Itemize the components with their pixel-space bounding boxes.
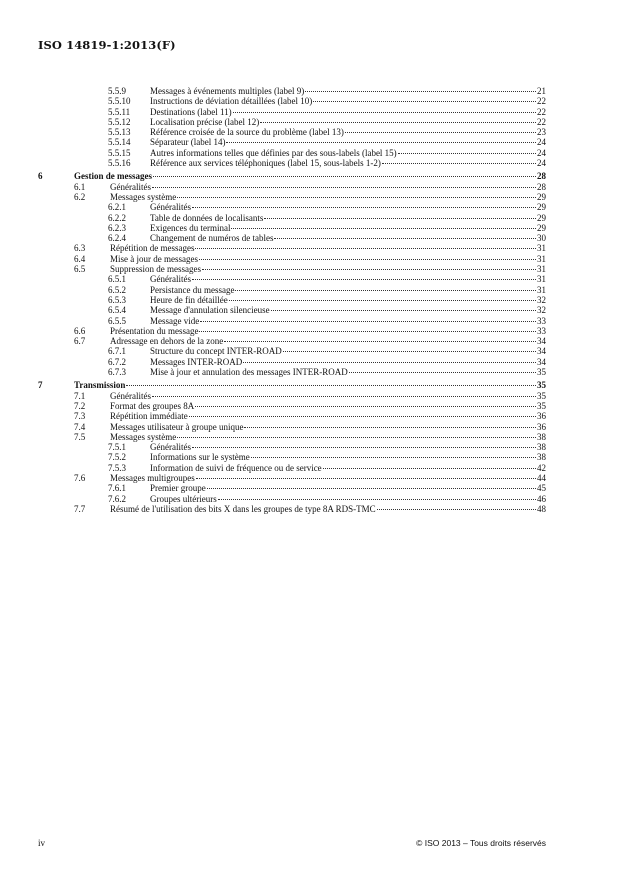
toc-entry-body — [150, 442, 546, 452]
toc-entry-body — [110, 254, 546, 264]
toc-entry-title: Résumé de l'utilisation des bits X dans les groupes de type 8A RDS-TMC — [110, 503, 376, 514]
toc-entry-body — [150, 223, 546, 233]
toc-entry-body — [150, 494, 546, 504]
toc-leader-dots — [244, 427, 536, 428]
toc-entry-title: Messages à événements multiples (label 9) — [150, 86, 305, 96]
toc-entry-number: 7.2 — [74, 400, 86, 411]
toc-entry-title: Messages INTER-ROAD — [150, 356, 243, 367]
toc-entry-number: 6.5.3 — [108, 294, 126, 305]
toc-entry-title: Généralités — [110, 181, 151, 192]
toc-entry-body — [150, 305, 546, 315]
toc-entry[interactable] — [0, 171, 620, 181]
toc-entry-body — [150, 233, 546, 243]
toc-leader-dots — [260, 122, 536, 123]
toc-entry-page: 45 — [537, 483, 546, 494]
toc-entry-number: 6.2.2 — [108, 212, 126, 223]
toc-leader-dots — [192, 207, 536, 208]
toc-leader-dots — [264, 218, 536, 219]
toc-entry-number: 6.1 — [74, 181, 86, 192]
toc-entry-title: Messages utilisateur à groupe unique — [110, 421, 244, 432]
toc-entry-page: 36 — [537, 411, 546, 422]
toc-entry-page: 42 — [537, 462, 546, 473]
toc-entry-page: 23 — [537, 127, 546, 138]
toc-leader-dots — [323, 468, 536, 469]
toc-entry[interactable] — [0, 202, 620, 212]
toc-entry[interactable] — [0, 401, 620, 411]
toc-leader-dots — [377, 509, 536, 510]
toc-entry[interactable] — [0, 182, 620, 192]
toc-entry-number: 5.5.16 — [108, 158, 131, 169]
toc-leader-dots — [243, 362, 536, 363]
toc-entry-body — [110, 264, 546, 274]
toc-entry[interactable] — [0, 504, 620, 514]
toc-leader-dots — [207, 488, 536, 489]
toc-entry-body — [150, 202, 546, 212]
toc-leader-dots — [126, 385, 536, 386]
toc-leader-dots — [177, 437, 536, 438]
toc-entry[interactable] — [0, 422, 620, 432]
toc-entry[interactable] — [0, 452, 620, 462]
toc-leader-dots — [200, 321, 536, 322]
toc-entry-page: 31 — [537, 253, 546, 264]
toc-leader-dots — [349, 372, 536, 373]
toc-entry-number: 6.5 — [74, 264, 86, 275]
toc-entry-page: 31 — [537, 274, 546, 285]
toc-entry-title: Premier groupe — [150, 483, 206, 494]
toc-entry-body — [150, 148, 546, 158]
toc-entry-body — [150, 463, 546, 473]
toc-entry[interactable] — [0, 483, 620, 493]
toc-entry-body — [74, 380, 546, 390]
toc-entry-number: 6.7.2 — [108, 356, 126, 367]
toc-entry-title: Mise à jour de messages — [110, 253, 198, 264]
toc-entry-body — [110, 243, 546, 253]
toc-entry-body — [110, 182, 546, 192]
toc-entry-title: Format des groupes 8A — [110, 400, 195, 411]
toc-leader-dots — [218, 499, 536, 500]
toc-leader-dots — [199, 259, 536, 260]
toc-entry-page: 29 — [537, 222, 546, 233]
toc-entry[interactable] — [0, 442, 620, 452]
toc-entry-number: 6.2.1 — [108, 202, 126, 213]
toc-entry-number: 6.5.4 — [108, 305, 126, 316]
toc-leader-dots — [274, 238, 536, 239]
toc-entry-number: 6.7.3 — [108, 367, 126, 378]
toc-entry-title: Suppression de messages — [110, 264, 201, 275]
toc-entry[interactable] — [0, 357, 620, 367]
toc-entry-body — [150, 158, 546, 168]
toc-entry-page: 22 — [537, 116, 546, 127]
toc-entry-page: 48 — [537, 503, 546, 514]
toc-entry-page: 22 — [537, 106, 546, 117]
toc-entry[interactable] — [0, 158, 620, 168]
toc-leader-dots — [313, 101, 536, 102]
toc-leader-dots — [152, 396, 536, 397]
toc-entry[interactable] — [0, 213, 620, 223]
toc-entry[interactable] — [0, 274, 620, 284]
toc-entry-number: 6.6 — [74, 325, 86, 336]
toc-entry-page: 28 — [537, 181, 546, 192]
toc-entry-body — [110, 473, 546, 483]
toc-entry-page: 29 — [537, 202, 546, 213]
toc-entry-title: Messages système — [110, 431, 177, 442]
toc-entry-number: 7.5 — [74, 431, 86, 442]
toc-leader-dots — [192, 279, 536, 280]
toc-entry[interactable] — [0, 295, 620, 305]
toc-entry[interactable] — [0, 494, 620, 504]
toc-entry-page: 33 — [537, 325, 546, 336]
toc-entry-title: Gestion de messages — [74, 171, 152, 182]
toc-entry-title: Table de données de localisants — [150, 212, 264, 223]
toc-entry-body — [150, 357, 546, 367]
toc-entry[interactable] — [0, 264, 620, 274]
toc-entry-page: 34 — [537, 346, 546, 357]
toc-entry-page: 32 — [537, 294, 546, 305]
toc-entry-title: Message vide — [150, 315, 200, 326]
toc-entry-number: 7.1 — [74, 390, 86, 401]
toc-entry-number: 7.5.1 — [108, 442, 126, 453]
toc-entry-title: Généralités — [150, 274, 191, 285]
toc-entry-page: 44 — [537, 472, 546, 483]
toc-entry[interactable] — [0, 391, 620, 401]
toc-leader-dots — [152, 187, 536, 188]
toc-leader-dots — [235, 290, 536, 291]
toc-entry-number: 7.5.3 — [108, 462, 126, 473]
toc-entry-page: 35 — [537, 380, 546, 391]
toc-entry-number: 7 — [38, 380, 43, 391]
toc-entry[interactable] — [0, 432, 620, 442]
toc-entry-title: Groupes ultérieurs — [150, 493, 217, 504]
document-id: ISO 14819-1:2013(F) — [38, 38, 176, 52]
toc-entry-number: 6.5.5 — [108, 315, 126, 326]
toc-entry-title: Messages système — [110, 191, 177, 202]
toc-entry-page: 21 — [537, 86, 546, 96]
toc-entry-body — [150, 452, 546, 462]
toc-entry-page: 29 — [537, 191, 546, 202]
toc-entry-number: 6.2.3 — [108, 222, 126, 233]
toc-entry[interactable] — [0, 367, 620, 377]
toc-leader-dots — [345, 132, 536, 133]
toc-leader-dots — [283, 351, 536, 352]
toc-entry-body — [110, 326, 546, 336]
toc-entry-body — [150, 127, 546, 137]
toc-entry-number: 5.5.10 — [108, 96, 131, 107]
toc-entry[interactable] — [0, 233, 620, 243]
toc-leader-dots — [231, 228, 536, 229]
toc-entry-body — [150, 285, 546, 295]
toc-entry-body — [150, 483, 546, 493]
toc-leader-dots — [229, 300, 536, 301]
toc-entry-title: Répétition de messages — [110, 243, 195, 254]
toc-entry-page: 31 — [537, 264, 546, 275]
toc-entry-page: 35 — [537, 400, 546, 411]
toc-entry-page: 24 — [537, 158, 546, 169]
toc-entry-number: 6.2 — [74, 191, 86, 202]
toc-entry[interactable] — [0, 137, 620, 147]
toc-entry-body — [110, 422, 546, 432]
toc-entry-title: Séparateur (label 14) — [150, 137, 226, 148]
toc-entry-title: Heure de fin détaillée — [150, 294, 228, 305]
toc-entry-title: Message d'annulation silencieuse — [150, 305, 270, 316]
toc-entry-number: 6.7.1 — [108, 346, 126, 357]
toc-entry-title: Persistance du message — [150, 284, 235, 295]
toc-entry-body — [150, 274, 546, 284]
toc-entry-number: 7.5.2 — [108, 452, 126, 463]
toc-entry-body — [110, 432, 546, 442]
toc-entry-title: Adressage en dehors de la zone — [110, 336, 224, 347]
toc-entry[interactable] — [0, 117, 620, 127]
toc-entry-body — [110, 504, 546, 514]
toc-entry-number: 7.6.2 — [108, 493, 126, 504]
toc-entry-number: 5.5.12 — [108, 116, 131, 127]
toc-entry-body — [110, 391, 546, 401]
toc-entry-page: 28 — [537, 171, 546, 182]
toc-entry-body — [150, 316, 546, 326]
toc-entry-number: 6.3 — [74, 243, 86, 254]
toc-entry-number: 7.6.1 — [108, 483, 126, 494]
toc-leader-dots — [226, 142, 536, 143]
toc-entry-body — [150, 295, 546, 305]
toc-leader-dots — [398, 153, 536, 154]
toc-entry-title: Structure du concept INTER-ROAD — [150, 346, 282, 357]
toc-entry[interactable] — [0, 254, 620, 264]
toc-leader-dots — [189, 416, 536, 417]
toc-entry-number: 5.5.9 — [108, 86, 126, 96]
toc-entry-body — [150, 137, 546, 147]
toc-entry-title: Instructions de déviation détaillées (label 10) — [150, 96, 313, 107]
toc-entry-number: 7.7 — [74, 503, 86, 514]
toc-entry-title: Référence aux services téléphoniques (label 15, sous-labels 1-2) — [150, 158, 381, 169]
table-of-contents — [0, 86, 620, 514]
toc-entry-body — [110, 336, 546, 346]
toc-entry[interactable] — [0, 380, 620, 390]
toc-entry[interactable] — [0, 285, 620, 295]
toc-entry-page: 22 — [537, 96, 546, 107]
toc-entry-page: 33 — [537, 315, 546, 326]
toc-entry-page: 31 — [537, 284, 546, 295]
toc-leader-dots — [202, 269, 536, 270]
toc-entry-title: Mise à jour et annulation des messages INTER-ROAD — [150, 367, 348, 378]
toc-entry-title: Informations sur le système — [150, 452, 250, 463]
toc-entry-number: 7.3 — [74, 411, 86, 422]
toc-entry[interactable] — [0, 192, 620, 202]
toc-entry-title: Destinations (label 11) — [150, 106, 232, 117]
toc-entry-title: Généralités — [150, 202, 191, 213]
toc-entry-title: Information de suivi de fréquence ou de service — [150, 462, 322, 473]
toc-entry-number: 6 — [38, 171, 43, 182]
toc-entry-title: Changement de numéros de tables — [150, 233, 274, 244]
toc-entry[interactable] — [0, 107, 620, 117]
toc-entry-body — [150, 107, 546, 117]
toc-entry-title: Autres informations telles que définies par des sous-labels (label 15) — [150, 147, 397, 158]
toc-entry-page: 38 — [537, 442, 546, 453]
toc-leader-dots — [195, 406, 536, 407]
toc-entry-page: 36 — [537, 421, 546, 432]
page-number: iv — [38, 838, 46, 848]
copyright-notice: © ISO 2013 – Tous droits réservés — [416, 838, 546, 848]
toc-entry[interactable] — [0, 326, 620, 336]
toc-entry[interactable] — [0, 346, 620, 356]
toc-entry-body — [150, 346, 546, 356]
toc-entry-page: 30 — [537, 233, 546, 244]
toc-entry-body — [110, 401, 546, 411]
toc-entry[interactable] — [0, 96, 620, 106]
toc-leader-dots — [153, 176, 536, 177]
toc-leader-dots — [271, 310, 536, 311]
toc-entry-number: 5.5.14 — [108, 137, 131, 148]
toc-entry-page: 34 — [537, 336, 546, 347]
toc-entry-body — [110, 411, 546, 421]
toc-entry[interactable] — [0, 336, 620, 346]
toc-entry-body — [74, 171, 546, 181]
toc-entry-title: Généralités — [150, 442, 191, 453]
toc-leader-dots — [305, 91, 536, 92]
toc-entry[interactable] — [0, 316, 620, 326]
toc-entry-title: Transmission — [74, 380, 126, 391]
toc-entry-number: 6.5.1 — [108, 274, 126, 285]
toc-entry-body — [150, 367, 546, 377]
toc-entry-title: Messages multigroupes — [110, 472, 195, 483]
toc-entry-body — [150, 213, 546, 223]
toc-entry-page: 32 — [537, 305, 546, 316]
toc-entry-number: 6.2.4 — [108, 233, 126, 244]
toc-entry-number: 5.5.15 — [108, 147, 131, 158]
toc-entry-number: 6.7 — [74, 336, 86, 347]
toc-entry-title: Exigences du terminal — [150, 222, 231, 233]
toc-entry-page: 24 — [537, 147, 546, 158]
toc-leader-dots — [382, 163, 536, 164]
toc-entry-title: Localisation précise (label 12) — [150, 116, 260, 127]
toc-entry-number: 6.5.2 — [108, 284, 126, 295]
toc-entry[interactable] — [0, 223, 620, 233]
toc-leader-dots — [177, 197, 536, 198]
toc-entry-number: 7.4 — [74, 421, 86, 432]
toc-entry[interactable] — [0, 473, 620, 483]
toc-entry-page: 38 — [537, 431, 546, 442]
toc-leader-dots — [195, 248, 536, 249]
toc-entry[interactable] — [0, 305, 620, 315]
toc-entry-number: 5.5.13 — [108, 127, 131, 138]
toc-entry[interactable] — [0, 243, 620, 253]
toc-leader-dots — [233, 112, 536, 113]
toc-entry-page: 34 — [537, 356, 546, 367]
toc-entry-page: 31 — [537, 243, 546, 254]
toc-entry-body — [150, 86, 546, 96]
toc-entry-body — [150, 117, 546, 127]
toc-entry-page: 35 — [537, 367, 546, 378]
toc-entry-title: Généralités — [110, 390, 151, 401]
toc-leader-dots — [192, 447, 536, 448]
toc-leader-dots — [199, 331, 536, 332]
toc-entry-title: Référence croisée de la source du problème (label 13) — [150, 127, 344, 138]
toc-entry-number: 6.4 — [74, 253, 86, 264]
toc-entry-title: Répétition immédiate — [110, 411, 188, 422]
toc-entry[interactable] — [0, 148, 620, 158]
toc-leader-dots — [251, 457, 536, 458]
toc-entry-page: 24 — [537, 137, 546, 148]
toc-entry-number: 5.5.11 — [108, 106, 131, 117]
toc-entry-title: Présentation du message — [110, 325, 199, 336]
toc-entry[interactable] — [0, 127, 620, 137]
toc-entry-page: 29 — [537, 212, 546, 223]
toc-leader-dots — [196, 478, 536, 479]
toc-entry-body — [150, 96, 546, 106]
toc-entry-number: 7.6 — [74, 472, 86, 483]
toc-entry-page: 38 — [537, 452, 546, 463]
toc-entry[interactable] — [0, 463, 620, 473]
toc-entry-body — [110, 192, 546, 202]
toc-entry[interactable] — [0, 411, 620, 421]
toc-entry[interactable] — [0, 86, 620, 96]
toc-entry-page: 46 — [537, 493, 546, 504]
toc-entry-page: 35 — [537, 390, 546, 401]
toc-leader-dots — [224, 341, 536, 342]
